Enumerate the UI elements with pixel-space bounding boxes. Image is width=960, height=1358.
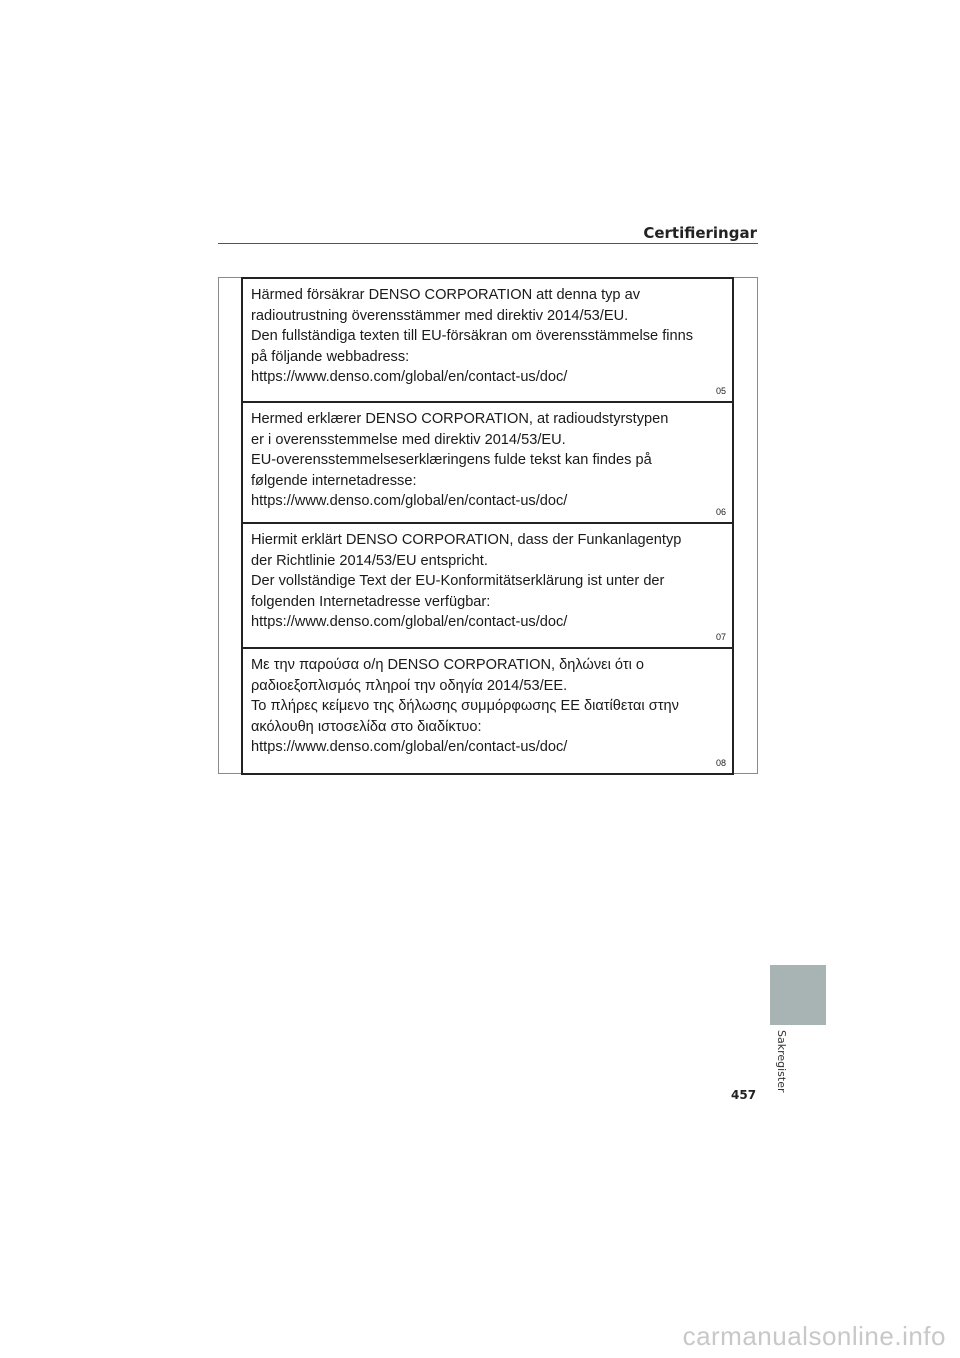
- section-tab-label: Sakregister: [775, 1030, 788, 1093]
- section-tab: [770, 965, 826, 1025]
- header-divider: [218, 243, 758, 244]
- declaration-line: Το πλήρες κείμενο της δήλωσης συμμόρφωσης ΕΕ διατίθεται στην: [251, 698, 679, 715]
- declaration-code: 05: [715, 386, 726, 396]
- declaration-line: ακόλουθη ιστοσελίδα στο διαδίκτυο:: [251, 718, 482, 735]
- page-number: 457: [731, 1088, 757, 1102]
- declaration-text: [251, 530, 722, 633]
- declaration-line: ραδιοεξοπλισμός πληροί την οδηγία 2014/53/ΕΕ.: [251, 677, 568, 694]
- declaration-text: [251, 409, 722, 512]
- page-title: Certifieringar: [643, 224, 757, 242]
- declaration-box-german: [241, 524, 734, 649]
- declaration-line: radioutrustning överensstämmer med direktiv 2014/53/EU.: [251, 307, 629, 324]
- declaration-line: Den fullständiga texten till EU-försäkran om överensstämmelse finns: [251, 328, 694, 345]
- declaration-line: Με την παρούσα ο/η DENSO CORPORATION, δηλώνει ότι ο: [251, 657, 645, 673]
- declaration-line: Hiermit erklärt DENSO CORPORATION, dass der Funkanlagentyp: [251, 532, 682, 548]
- declaration-line: https://www.denso.com/global/en/contact-us/doc/: [251, 739, 568, 756]
- declaration-line: https://www.denso.com/global/en/contact-us/doc/: [251, 614, 568, 631]
- declaration-line: folgenden Internetadresse verfügbar:: [251, 593, 491, 610]
- watermark: carmanualsonline.info: [682, 1321, 946, 1351]
- declaration-code: 07: [715, 632, 726, 642]
- declaration-box-swedish: [241, 277, 734, 403]
- declaration-text: [251, 655, 722, 758]
- declaration-box-greek: [241, 649, 734, 775]
- declaration-line: der Richtlinie 2014/53/EU entspricht.: [251, 552, 488, 569]
- declaration-text: [251, 285, 722, 388]
- declaration-line: Hermed erklærer DENSO CORPORATION, at radioudstyrstypen: [251, 411, 669, 427]
- declaration-line: https://www.denso.com/global/en/contact-us/doc/: [251, 493, 568, 510]
- declaration-line: https://www.denso.com/global/en/contact-us/doc/: [251, 369, 568, 386]
- declaration-line: Härmed försäkrar DENSO CORPORATION att denna typ av: [251, 287, 641, 303]
- declaration-box-danish: [241, 403, 734, 524]
- declaration-line: på följande webbadress:: [251, 348, 410, 365]
- declaration-line: EU-overensstemmelseserklæringens fulde tekst kan findes på: [251, 452, 652, 469]
- declaration-code: 06: [715, 507, 726, 517]
- declaration-line: er i overensstemmelse med direktiv 2014/53/EU.: [251, 431, 566, 448]
- declaration-line: følgende internetadresse:: [251, 472, 417, 489]
- declaration-code: 08: [715, 758, 726, 768]
- declaration-line: Der vollständige Text der EU-Konformitätserklärung ist unter der: [251, 573, 665, 590]
